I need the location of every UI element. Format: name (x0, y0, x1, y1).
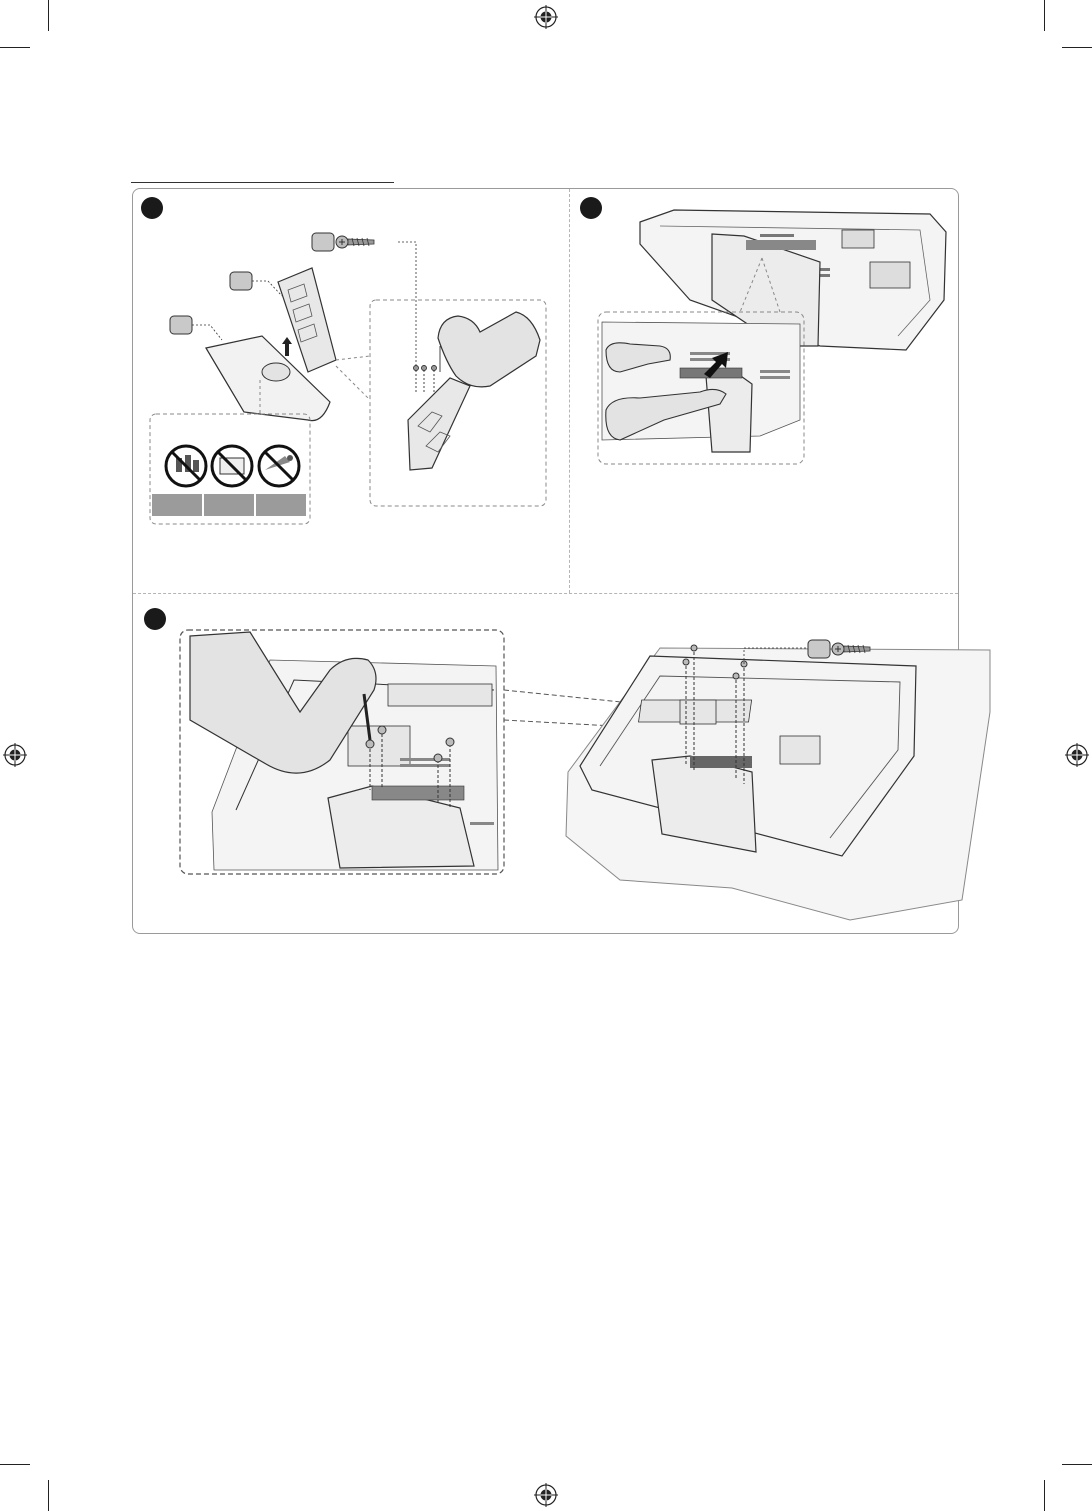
part-code-box (808, 640, 830, 658)
